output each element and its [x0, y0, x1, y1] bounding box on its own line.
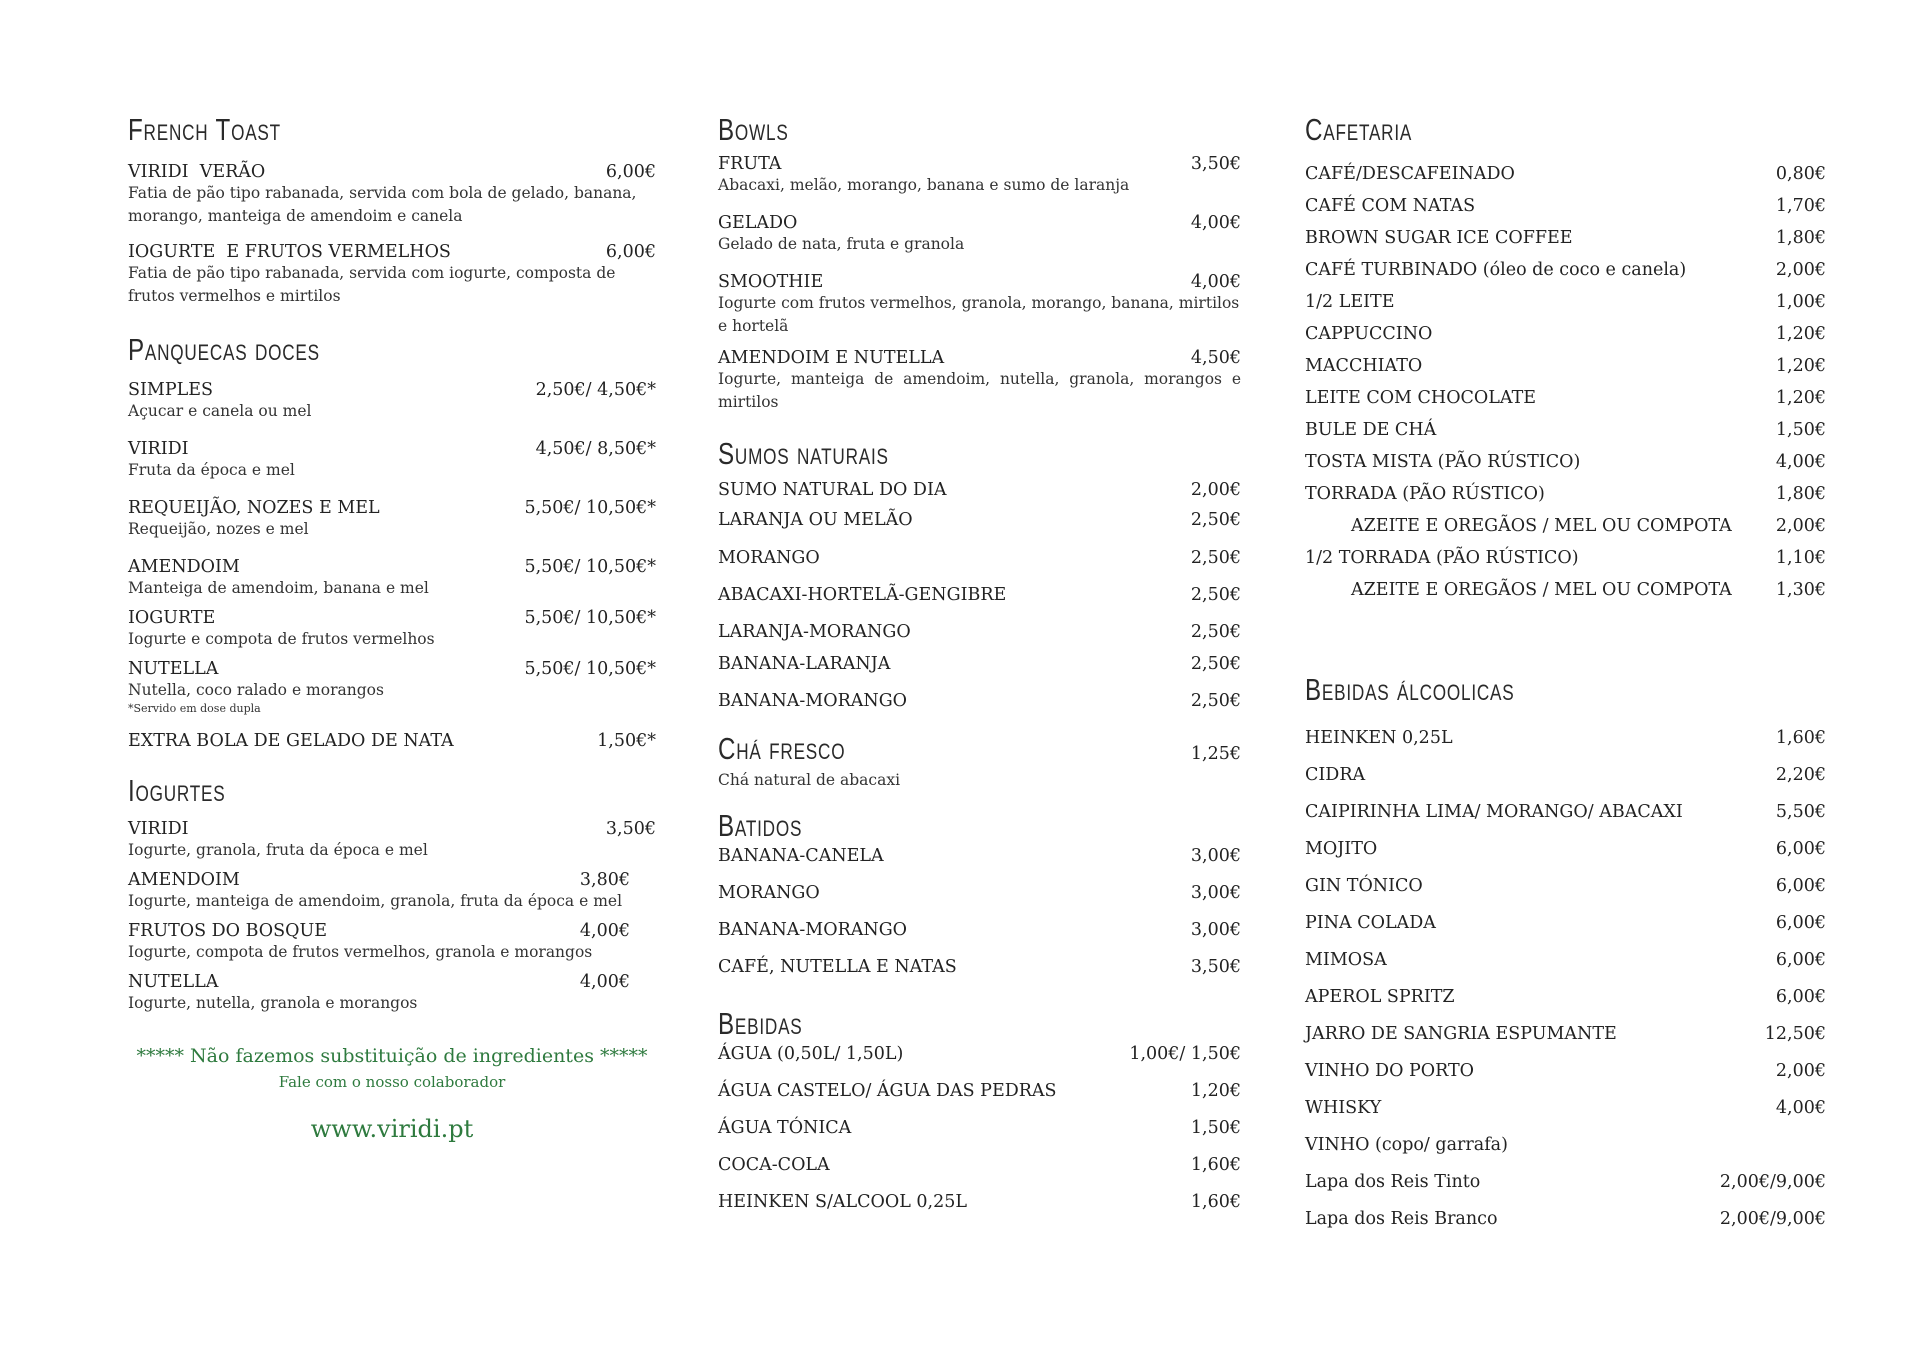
menu-item — [718, 480, 1241, 510]
item-name: VIRIDI — [128, 819, 189, 839]
menu-item — [718, 957, 1241, 994]
item-price: 1,00€/ 1,50€ — [1129, 1044, 1241, 1064]
item-name: BANANA-MORANGO — [718, 920, 908, 940]
menu-item — [1305, 228, 1826, 260]
item-price: 1,80€ — [1775, 228, 1826, 248]
section-title: Iogurtes — [128, 773, 226, 808]
section-title: Bowls — [718, 112, 789, 147]
item-name: WHISKY — [1305, 1098, 1382, 1118]
menu-item — [1305, 356, 1826, 388]
item-name: PINA COLADA — [1305, 913, 1436, 933]
menu-item — [718, 1044, 1241, 1081]
menu-item — [718, 1192, 1241, 1229]
item-name: CAFÉ TURBINADO (óleo de coco e canela) — [1305, 260, 1687, 280]
item-price: 4,00€ — [579, 921, 630, 941]
item-price: 6,00€ — [1775, 876, 1826, 896]
item-name: LARANJA OU MELÃO — [718, 510, 913, 530]
item-name: AMENDOIM — [128, 870, 240, 890]
item-name: HEINKEN S/ALCOOL 0,25L — [718, 1192, 967, 1212]
item-desc: Iogurte, manteiga de amendoim, nutella, granola, morangos e mirtilos — [718, 370, 1241, 411]
menu-item — [718, 510, 1241, 548]
item-price: 0,80€ — [1775, 164, 1826, 184]
menu-item — [1305, 452, 1826, 484]
item-price: 6,00€ — [1775, 913, 1826, 933]
item-name: 1/2 TORRADA (PÃO RÚSTICO) — [1305, 548, 1579, 568]
section-title: Cafetaria — [1305, 112, 1413, 147]
item-price: 5,50€/ 10,50€* — [524, 608, 656, 628]
item-name: TORRADA (PÃO RÚSTICO) — [1305, 484, 1545, 504]
item-price: 1,50€ — [1775, 420, 1826, 440]
menu-column-2 — [718, 110, 1241, 1229]
menu-item — [128, 659, 656, 715]
menu-item-option — [1305, 580, 1826, 612]
menu-item — [1305, 913, 1826, 950]
item-name: LARANJA-MORANGO — [718, 622, 911, 642]
menu-item — [1305, 950, 1826, 987]
menu-item — [1305, 420, 1826, 452]
item-desc: Nutella, coco ralado e morangos — [128, 681, 384, 699]
item-name: EXTRA BOLA DE GELADO DE NATA — [128, 731, 454, 751]
menu-item — [1305, 1098, 1826, 1135]
item-name: GIN TÓNICO — [1305, 876, 1423, 896]
item-desc: Iogurte e compota de frutos vermelhos — [128, 630, 435, 648]
item-price: 2,00€/9,00€ — [1719, 1172, 1826, 1192]
menu-item — [718, 272, 1241, 338]
website-link[interactable]: www.viridi.pt — [310, 1115, 474, 1143]
item-price: 3,50€ — [1190, 957, 1241, 977]
item-name: AZEITE E OREGÃOS / MEL OU COMPOTA — [1351, 580, 1732, 600]
item-price: 2,00€ — [1190, 480, 1241, 500]
item-price: 4,00€ — [1190, 213, 1241, 233]
item-price: 6,00€ — [1775, 839, 1826, 859]
menu-item — [1305, 987, 1826, 1024]
item-price: 2,50€ — [1190, 654, 1241, 674]
menu-item — [1305, 1061, 1826, 1098]
section-bebidas — [718, 1004, 1241, 1229]
section-iogurtes — [128, 771, 656, 1015]
item-name: BANANA-CANELA — [718, 846, 884, 866]
item-name: HEINKEN 0,25L — [1305, 728, 1453, 748]
item-name: AMENDOIM E NUTELLA — [718, 348, 945, 368]
section-bebidas-alcoolicas — [1305, 670, 1826, 1246]
menu-item — [1305, 164, 1826, 196]
menu-item — [1305, 876, 1826, 913]
menu-item — [1305, 1135, 1826, 1172]
item-desc: Fruta da época e mel — [128, 461, 295, 479]
menu-column-3 — [1305, 110, 1826, 1246]
item-desc: Iogurte, nutella, granola e morangos — [128, 994, 418, 1012]
item-price: 6,00€ — [1775, 950, 1826, 970]
menu-item — [1305, 1172, 1826, 1209]
talk-to-staff-note: Fale com o nosso colaborador — [278, 1073, 506, 1091]
item-name: AZEITE E OREGÃOS / MEL OU COMPOTA — [1351, 516, 1732, 536]
menu-item — [128, 870, 656, 913]
item-price: 4,00€ — [1775, 1098, 1826, 1118]
item-name: ÁGUA (0,50L/ 1,50L) — [718, 1044, 904, 1064]
menu-item — [1305, 196, 1826, 228]
item-price: 2,00€ — [1775, 516, 1826, 536]
item-name: BULE DE CHÁ — [1305, 420, 1437, 440]
item-name: FRUTA — [718, 154, 782, 174]
section-cafetaria — [1305, 110, 1826, 612]
item-price: 3,00€ — [1190, 920, 1241, 940]
item-name: CIDRA — [1305, 765, 1366, 785]
menu-item — [128, 162, 656, 228]
item-price: 1,50€ — [1190, 1118, 1241, 1138]
section-title: Chá fresco — [718, 731, 846, 766]
item-name: VINHO DO PORTO — [1305, 1061, 1474, 1081]
item-desc: Manteiga de amendoim, banana e mel — [128, 579, 429, 597]
item-price: 2,20€ — [1775, 765, 1826, 785]
item-price: 1,60€ — [1190, 1192, 1241, 1212]
item-price: 6,00€ — [1775, 987, 1826, 1007]
menu-item — [718, 213, 1241, 256]
menu-item-option — [1305, 516, 1826, 548]
item-name: MIMOSA — [1305, 950, 1387, 970]
item-price: 4,00€ — [1190, 272, 1241, 292]
item-name: APEROL SPRITZ — [1305, 987, 1455, 1007]
item-price: 1,20€ — [1775, 356, 1826, 376]
menu-item — [128, 819, 656, 862]
item-desc: Requeijão, nozes e mel — [128, 520, 309, 538]
menu-item — [718, 883, 1241, 920]
dose-note: *Servido em dose dupla — [128, 702, 261, 715]
menu-item — [718, 548, 1241, 585]
item-name: BROWN SUGAR ICE COFFEE — [1305, 228, 1573, 248]
item-name: IOGURTE — [128, 608, 216, 628]
menu-item — [1305, 324, 1826, 356]
item-name: BANANA-MORANGO — [718, 691, 908, 711]
item-name: CAFÉ, NUTELLA E NATAS — [718, 957, 957, 977]
menu-column-1 — [128, 110, 656, 1143]
menu-item — [1305, 1209, 1826, 1246]
item-name: LEITE COM CHOCOLATE — [1305, 388, 1537, 408]
menu-item — [1305, 839, 1826, 876]
item-price: 1,20€ — [1775, 388, 1826, 408]
item-name: FRUTOS DO BOSQUE — [128, 921, 327, 941]
item-price: 4,00€ — [1775, 452, 1826, 472]
item-desc: Iogurte, manteiga de amendoim, granola, fruta da época e mel — [128, 892, 623, 910]
section-panquecas — [128, 330, 656, 751]
menu-item — [718, 154, 1241, 197]
menu-item — [718, 348, 1241, 414]
section-sumos — [718, 434, 1241, 721]
item-name: MACCHIATO — [1305, 356, 1423, 376]
item-name: CAPPUCCINO — [1305, 324, 1433, 344]
menu-item — [1305, 388, 1826, 420]
item-price: 1,20€ — [1775, 324, 1826, 344]
menu-item — [1305, 484, 1826, 516]
section-bowls — [718, 110, 1241, 414]
section-title: Bebidas — [718, 1006, 803, 1041]
item-name: Lapa dos Reis Branco — [1305, 1209, 1498, 1229]
item-price: 5,50€ — [1775, 802, 1826, 822]
item-name: CAIPIRINHA LIMA/ MORANGO/ ABACAXI — [1305, 802, 1683, 822]
item-price: 1,20€ — [1190, 1081, 1241, 1101]
item-desc: Abacaxi, melão, morango, banana e sumo de laranja — [718, 176, 1130, 194]
menu-item — [128, 557, 656, 600]
menu-item — [718, 585, 1241, 622]
item-price: 1,60€ — [1775, 728, 1826, 748]
item-price: 12,50€ — [1764, 1024, 1826, 1044]
menu-item — [128, 242, 656, 308]
menu-item — [718, 846, 1241, 883]
item-price: 3,80€ — [579, 870, 630, 890]
menu-item — [128, 380, 656, 423]
item-desc: Iogurte, granola, fruta da época e mel — [128, 841, 428, 859]
menu-item — [1305, 1024, 1826, 1061]
item-name: Lapa dos Reis Tinto — [1305, 1172, 1481, 1192]
menu-item — [1305, 728, 1826, 765]
item-name: ABACAXI-HORTELÃ-GENGIBRE — [718, 585, 1007, 605]
item-price: 1,10€ — [1775, 548, 1826, 568]
item-price: 2,50€ — [1190, 622, 1241, 642]
item-price: 3,50€ — [1190, 154, 1241, 174]
section-title: Sumos naturais — [718, 436, 889, 471]
item-name: VIRIDI — [128, 439, 189, 459]
item-name: VINHO (copo/ garrafa) — [1305, 1135, 1508, 1155]
section-french-toast — [128, 110, 656, 308]
item-name: SIMPLES — [128, 380, 213, 400]
section-batidos — [718, 806, 1241, 994]
item-price: 5,50€/ 10,50€* — [524, 659, 656, 679]
menu-item — [128, 439, 656, 482]
menu-item — [718, 920, 1241, 957]
menu-item — [718, 622, 1241, 654]
item-price: 3,00€ — [1190, 883, 1241, 903]
item-price: 2,00€ — [1775, 1061, 1826, 1081]
item-name: REQUEIJÃO, NOZES E MEL — [128, 498, 380, 518]
item-price: 2,50€ — [1190, 585, 1241, 605]
item-name: CAFÉ COM NATAS — [1305, 196, 1476, 216]
item-name: TOSTA MISTA (PÃO RÚSTICO) — [1305, 452, 1581, 472]
item-name: NUTELLA — [128, 972, 219, 992]
item-name: JARRO DE SANGRIA ESPUMANTE — [1305, 1024, 1617, 1044]
menu-item — [128, 972, 656, 1015]
item-name: GELADO — [718, 213, 798, 233]
item-price: 1,00€ — [1775, 292, 1826, 312]
menu-item — [1305, 765, 1826, 802]
item-price: 3,50€ — [605, 819, 656, 839]
item-price: 2,00€/9,00€ — [1719, 1209, 1826, 1229]
item-price: 6,00€ — [605, 162, 656, 182]
item-price: 2,50€ — [1190, 548, 1241, 568]
menu-item — [128, 921, 656, 964]
menu-item — [718, 691, 1241, 721]
item-desc: Chá natural de abacaxi — [718, 771, 901, 789]
item-price: 4,00€ — [579, 972, 630, 992]
menu-item — [1305, 260, 1826, 292]
item-price: 2,50€ — [1190, 510, 1241, 530]
item-desc: Iogurte, compota de frutos vermelhos, granola e morangos — [128, 943, 593, 961]
menu-item — [1305, 548, 1826, 580]
menu-item — [718, 1118, 1241, 1155]
item-name: MORANGO — [718, 883, 820, 903]
item-desc: Fatia de pão tipo rabanada, servida com iogurte, composta de frutos vermelhos e mirtilos — [128, 264, 616, 305]
menu-item — [1305, 802, 1826, 839]
section-title: Panquecas doces — [128, 332, 320, 367]
footer — [128, 1045, 656, 1143]
item-price: 2,50€/ 4,50€* — [535, 380, 656, 400]
item-name: BANANA-LARANJA — [718, 654, 891, 674]
section-title: French Toast — [128, 112, 281, 147]
section-cha-fresco — [718, 729, 1241, 792]
item-desc: Açucar e canela ou mel — [128, 402, 312, 420]
item-desc: Iogurte com frutos vermelhos, granola, morango, banana, mirtilos e hortelã — [718, 294, 1240, 335]
item-price: 1,25€ — [1190, 744, 1241, 764]
item-price: 1,50€* — [597, 731, 656, 751]
item-name: MORANGO — [718, 548, 820, 568]
menu-item — [128, 608, 656, 651]
item-name: ÁGUA CASTELO/ ÁGUA DAS PEDRAS — [718, 1081, 1057, 1101]
item-name: ÁGUA TÓNICA — [718, 1118, 852, 1138]
item-name: AMENDOIM — [128, 557, 240, 577]
menu-item — [1305, 292, 1826, 324]
menu-item — [718, 1155, 1241, 1192]
item-desc: Gelado de nata, fruta e granola — [718, 235, 965, 253]
item-price: 1,60€ — [1190, 1155, 1241, 1175]
item-name: IOGURTE E FRUTOS VERMELHOS — [128, 242, 451, 262]
item-price: 5,50€/ 10,50€* — [524, 498, 656, 518]
section-title: Bebidas álcoolicas — [1305, 672, 1515, 707]
item-price: 1,70€ — [1775, 196, 1826, 216]
item-price: 3,00€ — [1190, 846, 1241, 866]
menu-item — [718, 654, 1241, 691]
item-price: 4,50€ — [1190, 348, 1241, 368]
item-name: CAFÉ/DESCAFEINADO — [1305, 164, 1515, 184]
item-price: 5,50€/ 10,50€* — [524, 557, 656, 577]
item-desc: Fatia de pão tipo rabanada, servida com bola de gelado, banana, morango, manteiga de amendoim e canela — [128, 184, 637, 225]
item-name: NUTELLA — [128, 659, 219, 679]
menu-item — [128, 498, 656, 541]
item-price: 1,80€ — [1775, 484, 1826, 504]
item-name: 1/2 LEITE — [1305, 292, 1395, 312]
item-price: 6,00€ — [605, 242, 656, 262]
item-price: 4,50€/ 8,50€* — [535, 439, 656, 459]
no-substitution-notice: ***** Não fazemos substituição de ingredientes ***** — [136, 1045, 648, 1067]
menu-item — [718, 1081, 1241, 1118]
section-title: Batidos — [718, 808, 803, 843]
menu-item-extra — [128, 731, 656, 751]
item-name: SMOOTHIE — [718, 272, 824, 292]
item-price: 1,30€ — [1775, 580, 1826, 600]
item-name: VIRIDI VERÃO — [128, 162, 266, 182]
item-name: SUMO NATURAL DO DIA — [718, 480, 947, 500]
item-price: 2,50€ — [1190, 691, 1241, 711]
item-name: MOJITO — [1305, 839, 1378, 859]
item-name: COCA-COLA — [718, 1155, 830, 1175]
item-price: 2,00€ — [1775, 260, 1826, 280]
